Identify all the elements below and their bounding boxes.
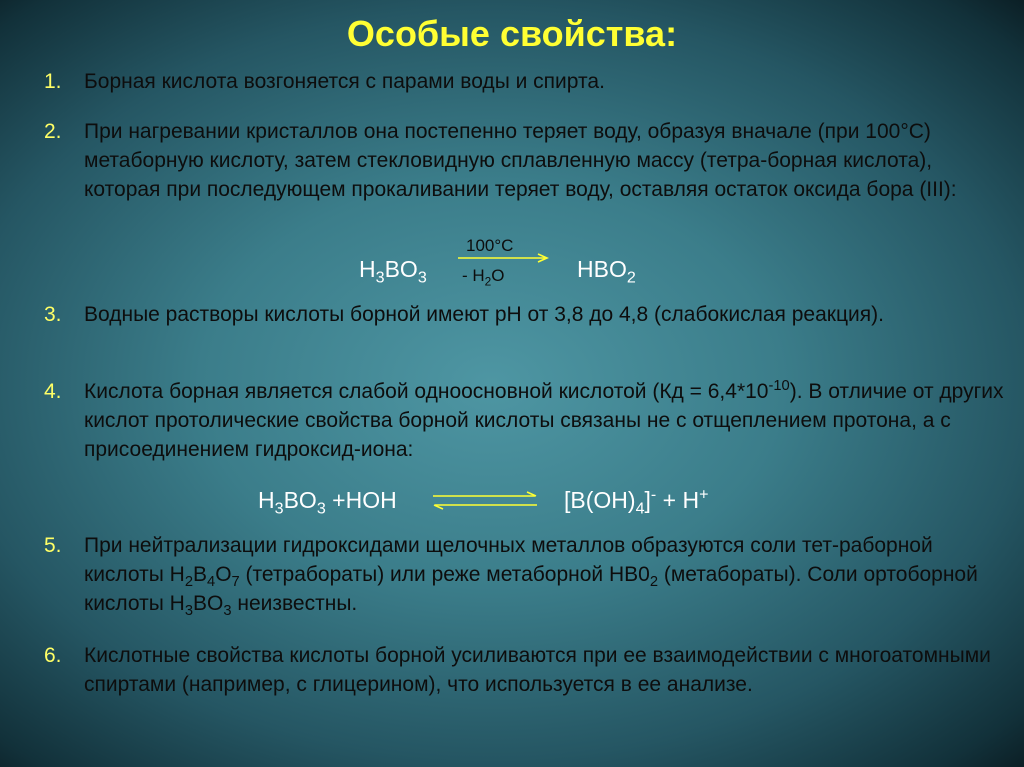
list-text: Водные растворы кислоты борной имеют pH от 3,8 до 4,8 (слабокислая реакция). [84,303,884,326]
list-text: Борная кислота возгоняется с парами воды и спирта. [84,70,605,93]
equilibrium-left: $H_3BO_3 +HOH$ [258,487,397,518]
list-text: Кислота борная является слабой одноосновной кислотой $(Кд = 6,4*10^{-10})$. В отличие от других кислот протолические свойства борной кислоты связаны не с отщеплением протона, а с присоединением гидроксид-иона: [84,378,1004,461]
equation-left: $H_3BO_3$ [359,256,427,287]
equilibrium-arrows-icon [429,491,541,511]
slide-title: Особые свойства: [346,13,678,54]
reaction-arrow-icon [456,252,552,264]
equation-right: $HBO_2$ [577,256,636,287]
equation-condition-above: 100°С [466,236,514,255]
list-number: 2. [44,120,62,143]
list-text: Кислотные свойства кислоты борной усиливаются при ее взаимодействии с многоатомными спиртами (например, с глицерином), что используется в ее анализе. [84,644,991,696]
list-number: 4. [44,380,62,403]
list-number: 3. [44,303,62,326]
equation-condition-below: - $H_2O$ [462,266,505,289]
list-number: 5. [44,534,62,557]
list-text: При нейтрализации гидроксидами щелочных металлов образуются соли тет-раборной кислоты $H_2B_4O_7$ (тетрабораты) или реже метаборной $НВ0_2$ (метабораты). Соли ортоборной кислоты $H_3BO_3$ неизвестны. [84,534,978,620]
equilibrium-right: $[B(OH)_4]^- + H^+$ [564,485,709,518]
list-text: При нагревании кристаллов она постепенно теряет воду, образуя вначале (при 100°С) метаборную кислоту, затем стекловидную сплавленную массу (тетра-борная кислота), которая при последующем прокаливании теряет воду, оставляя остаток оксида бора (III): [84,120,957,201]
list-number: 1. [44,70,62,93]
list-number: 6. [44,644,62,667]
